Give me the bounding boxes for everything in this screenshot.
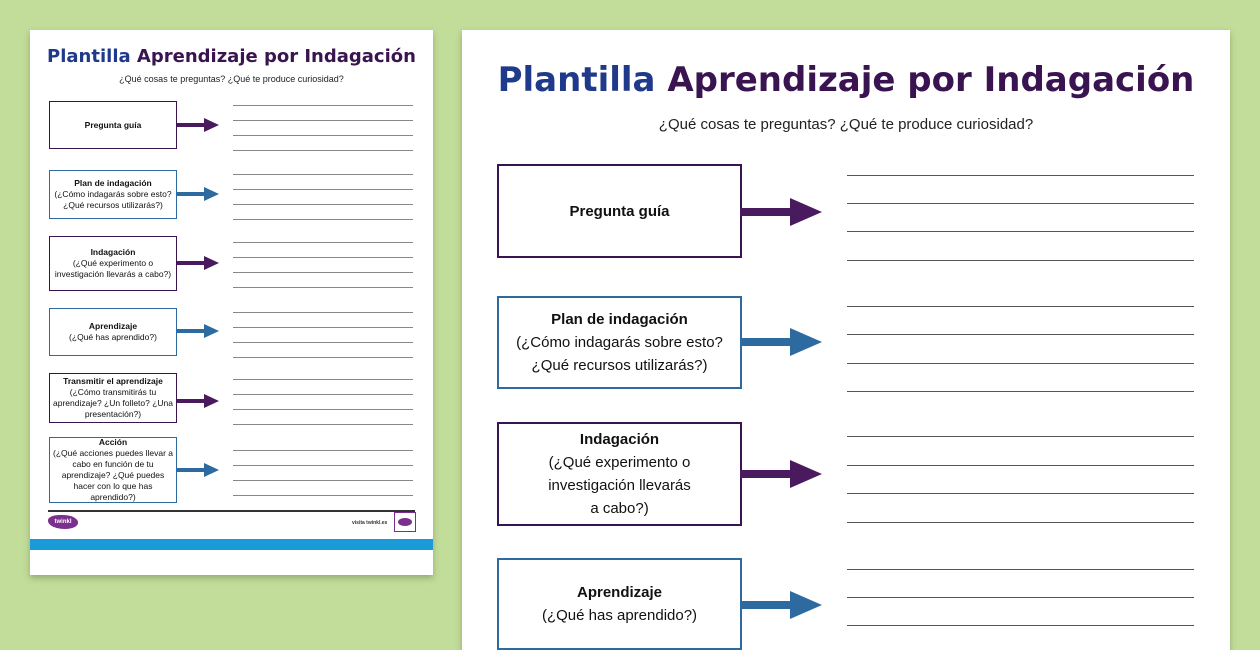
section-box-plan-de-indagacion xyxy=(497,296,742,389)
section-box-accion xyxy=(49,437,177,503)
writing-line xyxy=(847,231,1194,232)
section-title: Pregunta guía xyxy=(84,119,142,130)
arrow-right-icon xyxy=(177,394,219,408)
writing-line xyxy=(847,569,1194,570)
section-body-line: a cabo?) xyxy=(590,500,649,517)
writing-line xyxy=(233,120,413,121)
arrow-right-icon xyxy=(740,198,822,226)
writing-line xyxy=(233,450,413,451)
writing-line xyxy=(233,409,413,410)
worksheet-preview-large xyxy=(462,30,1230,650)
section-body-line: ¿Qué recursos utilizarás?) xyxy=(531,357,708,374)
arrow-right-icon xyxy=(177,324,219,338)
writing-line xyxy=(233,150,413,151)
section-body: (¿Qué has aprendido?) xyxy=(69,332,157,342)
writing-line xyxy=(847,465,1194,466)
sheet-subtitle: ¿Qué cosas te preguntas? ¿Qué te produce curiosidad? xyxy=(658,116,1034,133)
writing-line xyxy=(233,480,413,481)
section-title: Indagación xyxy=(579,431,660,448)
section-title: Plan de indagación xyxy=(74,178,152,188)
section-title: Aprendizaje xyxy=(88,321,138,331)
section-box-indagacion xyxy=(497,422,742,526)
writing-line xyxy=(233,379,413,380)
title-part2: Aprendizaje por Indagación xyxy=(667,60,1195,100)
section-body: (¿Cómo indagarás sobre esto? ¿Qué recursos utilizarás?) xyxy=(54,189,172,210)
writing-line xyxy=(233,394,413,395)
writing-line xyxy=(847,522,1194,523)
writing-line xyxy=(847,260,1194,261)
section-box-pregunta-guia xyxy=(497,164,742,258)
section-body-line: (¿Qué experimento o xyxy=(548,454,691,471)
footer-band xyxy=(30,539,433,550)
arrow-right-icon xyxy=(177,463,219,477)
arrow-right-icon xyxy=(740,460,822,488)
section-body-line: (¿Cómo indagarás sobre esto? xyxy=(516,334,723,351)
section-body: (¿Qué experimento o investigación llevarás a cabo?) xyxy=(54,258,172,279)
section-box-transmitir-el-aprendizaje xyxy=(49,373,177,423)
section-body: (¿Qué acciones puedes llevar a cabo en función de tu aprendizaje? ¿Qué puedes hacer con lo que has aprendido?) xyxy=(53,448,174,502)
badge-icon xyxy=(394,512,416,532)
arrow-right-icon xyxy=(177,256,219,270)
writing-line xyxy=(233,342,413,343)
writing-line xyxy=(233,327,413,328)
arrow-right-icon xyxy=(740,328,822,356)
arrow-right-icon xyxy=(740,591,822,619)
writing-line xyxy=(847,363,1194,364)
writing-line xyxy=(847,334,1194,335)
writing-line xyxy=(233,174,413,175)
title-part1: Plantilla xyxy=(47,46,131,67)
writing-line xyxy=(233,204,413,205)
title-part2: Aprendizaje por Indagación xyxy=(136,46,416,67)
section-box-plan-de-indagacion xyxy=(49,170,177,219)
writing-line xyxy=(233,189,413,190)
twinkl-logo: twinkl xyxy=(48,515,78,529)
writing-line xyxy=(233,242,413,243)
writing-line xyxy=(233,357,413,358)
section-body-line: investigación llevarás xyxy=(548,477,691,494)
arrow-right-icon xyxy=(177,118,219,132)
section-body: (¿Cómo transmitirás tu aprendizaje? ¿Un folleto? ¿Una presentación?) xyxy=(53,387,174,419)
writing-line xyxy=(847,493,1194,494)
writing-line xyxy=(233,495,413,496)
writing-line xyxy=(847,436,1194,437)
writing-line xyxy=(233,219,413,220)
writing-line xyxy=(847,175,1194,176)
worksheet-preview-small xyxy=(30,30,433,575)
writing-line xyxy=(233,105,413,106)
section-title: Plan de indagación xyxy=(551,311,688,328)
section-box-pregunta-guia xyxy=(49,101,177,149)
section-title: Indagación xyxy=(90,247,136,257)
section-box-aprendizaje xyxy=(49,308,177,356)
writing-line xyxy=(847,597,1194,598)
section-box-indagacion xyxy=(49,236,177,291)
writing-line xyxy=(233,272,413,273)
section-title: Acción xyxy=(98,437,128,447)
writing-line xyxy=(233,287,413,288)
writing-line xyxy=(847,203,1194,204)
writing-line xyxy=(847,306,1194,307)
writing-line xyxy=(847,391,1194,392)
writing-line xyxy=(233,257,413,258)
sheet-title xyxy=(30,46,433,67)
footer-url: visita twinkl.es xyxy=(352,520,388,526)
section-body-line: (¿Qué has aprendido?) xyxy=(541,607,698,624)
section-title: Transmitir el aprendizaje xyxy=(63,376,163,386)
section-box-aprendizaje xyxy=(497,558,742,650)
title-part1: Plantilla xyxy=(497,60,656,100)
writing-line xyxy=(233,312,413,313)
writing-line xyxy=(847,625,1194,626)
footer-rule xyxy=(48,510,415,512)
sheet-title xyxy=(462,60,1230,100)
sheet-subtitle: ¿Qué cosas te preguntas? ¿Qué te produce curiosidad? xyxy=(119,74,344,84)
writing-line xyxy=(233,424,413,425)
section-title: Pregunta guía xyxy=(569,202,670,220)
section-title: Aprendizaje xyxy=(576,584,663,601)
writing-line xyxy=(233,135,413,136)
writing-line xyxy=(233,465,413,466)
arrow-right-icon xyxy=(177,187,219,201)
